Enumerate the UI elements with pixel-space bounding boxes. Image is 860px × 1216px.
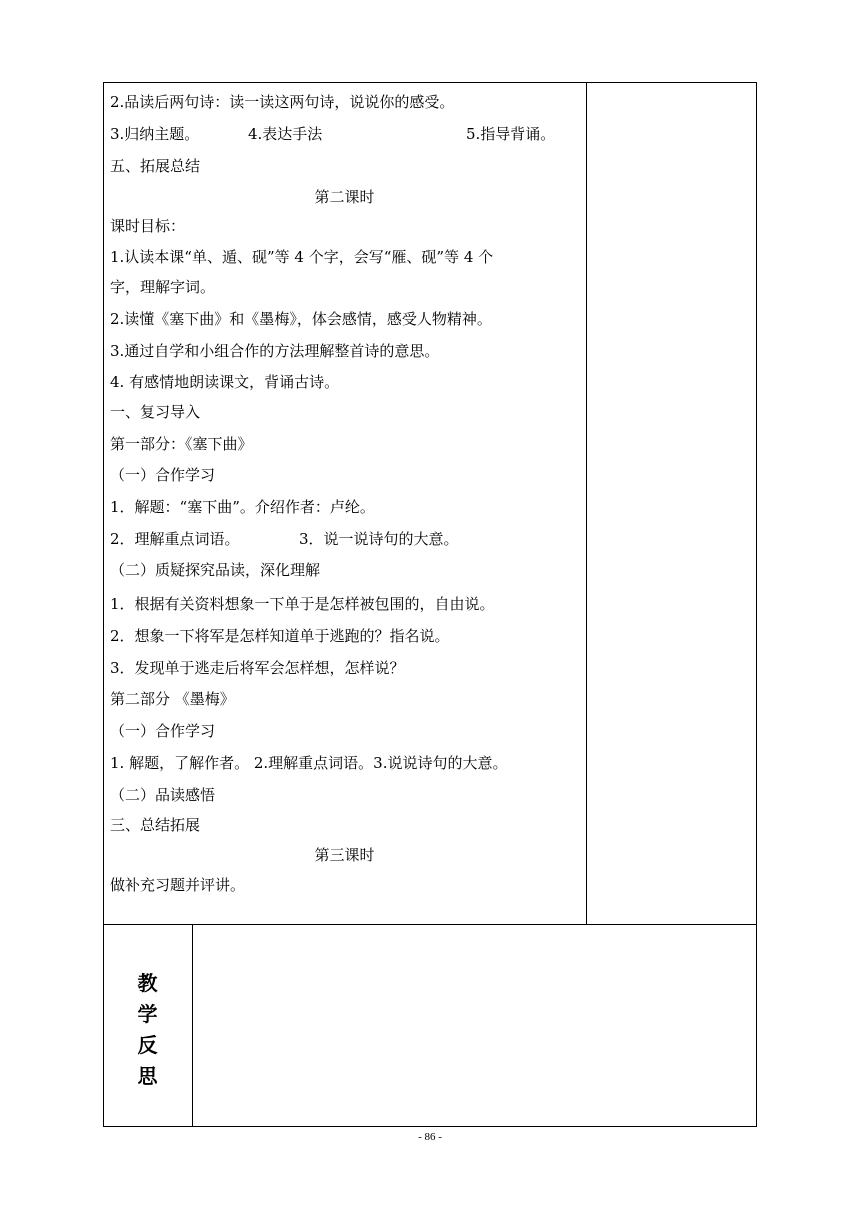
- lesson-line: 2.品读后两句诗：读一读这两句诗，说说你的感受。: [110, 93, 455, 111]
- lesson-line: 5.指导背诵。: [466, 125, 556, 143]
- lesson-line: 1．解题：“塞下曲”。介绍作者：卢纶。: [110, 498, 375, 516]
- reflection-char: 思: [137, 1064, 158, 1088]
- lesson-line: 课时目标：: [110, 217, 186, 235]
- reflection-divider: [192, 925, 193, 1127]
- lesson-line: 一、复习导入: [110, 403, 201, 421]
- reflection-char: 学: [137, 1002, 158, 1026]
- lesson-line: 三、总结拓展: [110, 816, 201, 834]
- reflection-char: 教: [137, 971, 158, 995]
- lesson-line: 2．想象一下将军是怎样知道单于逃跑的？指名说。: [110, 627, 450, 645]
- lesson-line: 2.读懂《塞下曲》和《墨梅》，体会感情，感受人物精神。: [110, 310, 492, 328]
- page-number: - 86 -: [418, 1131, 442, 1143]
- lesson-line: 3．说一说诗句的大意。: [299, 530, 459, 548]
- lesson-line: 五、拓展总结: [110, 157, 201, 175]
- period-2-heading: 第二课时: [314, 188, 375, 206]
- lesson-line: 1. 解题，了解作者。 2.理解重点词语。3.说说诗句的大意。: [110, 754, 508, 772]
- lesson-line: 4. 有感情地朗读课文，背诵古诗。: [110, 373, 340, 391]
- lesson-line: 4.表达手法: [248, 125, 323, 143]
- lesson-line: 字，理解字词。: [110, 278, 216, 296]
- lesson-line: 2．理解重点词语。: [110, 530, 240, 548]
- lesson-line: 做补充习题并评讲。: [110, 876, 246, 894]
- lesson-line: 第二部分 《墨梅》: [110, 690, 235, 708]
- reflection-char: 反: [137, 1033, 158, 1057]
- lesson-line: 3.通过自学和小组合作的方法理解整首诗的意思。: [110, 342, 440, 360]
- lesson-line: 第一部分：《塞下曲》: [110, 435, 253, 453]
- lesson-line: 1.认读本课“单、遁、砚”等 4 个字，会写“雁、砚”等 4 个: [110, 248, 494, 266]
- lesson-line: 3．发现单于逃走后将军会怎样想，怎样说？: [110, 659, 405, 677]
- lesson-line: （二）质疑探究品读，深化理解: [110, 561, 321, 579]
- table-divider-horizontal: [103, 924, 757, 925]
- lesson-line: 3.归纳主题。: [110, 125, 200, 143]
- lesson-line: 1．根据有关资料想象一下单于是怎样被包围的，自由说。: [110, 595, 495, 613]
- table-divider-vertical: [586, 82, 587, 925]
- period-3-heading: 第三课时: [314, 846, 375, 864]
- lesson-line: （一）合作学习: [110, 466, 216, 484]
- lesson-line: （二）品读感悟: [110, 786, 216, 804]
- lesson-line: （一）合作学习: [110, 722, 216, 740]
- teaching-reflection-label: [103, 968, 192, 1092]
